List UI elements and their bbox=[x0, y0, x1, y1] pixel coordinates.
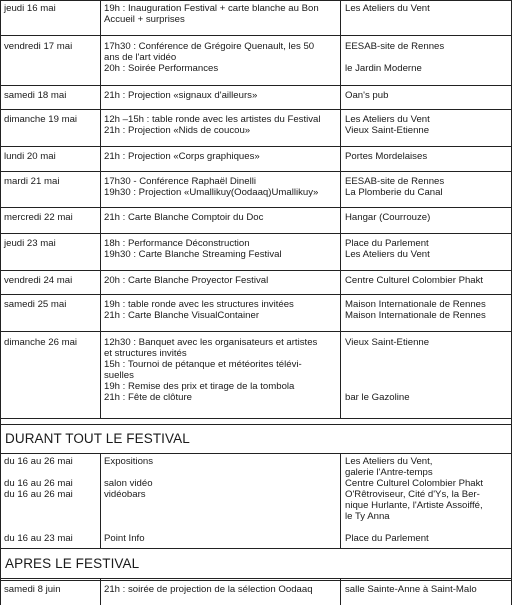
day-cell: vendredi 24 mai bbox=[4, 275, 73, 286]
event-line: Expositions bbox=[104, 456, 154, 467]
event-line: vidéobars bbox=[104, 489, 146, 500]
event-line: Point Info bbox=[104, 533, 145, 544]
place-line: bar le Gazoline bbox=[345, 392, 410, 403]
place-line: O'Rêtroviseur, Cité d'Ys, la Ber- bbox=[345, 489, 480, 500]
row-divider bbox=[0, 233, 512, 234]
place-line: le Ty Anna bbox=[345, 511, 390, 522]
event-line: 21h : Fête de clôture bbox=[104, 392, 192, 403]
row-divider bbox=[0, 294, 512, 295]
table-left-border bbox=[0, 0, 1, 605]
row-divider bbox=[0, 331, 512, 332]
apres-heading: APRES LE FESTIVAL bbox=[5, 556, 140, 571]
day-cell: mardi 21 mai bbox=[4, 176, 60, 187]
place-line: salle Sainte-Anne à Saint-Malo bbox=[345, 584, 477, 595]
day-cell: jeudi 23 mai bbox=[4, 238, 56, 249]
event-line: 19h30 : Projection «Umallikuy(Oodaaq)Umallikuy» bbox=[104, 187, 319, 198]
event-line: ans de l'art vidéo bbox=[104, 52, 177, 63]
place-line: Les Ateliers du Vent, bbox=[345, 456, 433, 467]
row-divider bbox=[0, 207, 512, 208]
row-divider bbox=[0, 548, 512, 549]
event-line: 17h30 - Conférence Raphaël Dinelli bbox=[104, 176, 256, 187]
row-divider bbox=[0, 580, 512, 581]
event-line: 12h30 : Banquet avec les organisateurs et artistes bbox=[104, 337, 318, 348]
day-cell: jeudi 16 mai bbox=[4, 3, 56, 14]
place-line: Maison Internationale de Rennes bbox=[345, 310, 486, 321]
event-line: 19h30 : Carte Blanche Streaming Festival bbox=[104, 249, 282, 260]
place-line: EESAB-site de Rennes bbox=[345, 41, 445, 52]
table-bottom-line bbox=[0, 418, 512, 419]
column-divider bbox=[100, 578, 101, 605]
event-line: 15h : Tournoi de pétanque et météorites télévi- bbox=[104, 359, 302, 370]
event-line: 21h : Projection «Nids de coucou» bbox=[104, 125, 251, 136]
place-line: Les Ateliers du Vent bbox=[345, 114, 430, 125]
column-divider bbox=[340, 0, 341, 418]
event-line: et structures invités bbox=[104, 348, 187, 359]
day-cell: dimanche 19 mai bbox=[4, 114, 78, 125]
place-line: Centre Culturel Colombier Phakt bbox=[345, 275, 484, 286]
place-line: Centre Culturel Colombier Phakt bbox=[345, 478, 484, 489]
event-line: 21h : Projection «Corps graphiques» bbox=[104, 151, 260, 162]
event-line: salon vidéo bbox=[104, 478, 153, 489]
date-range-cell: du 16 au 26 mai bbox=[4, 456, 73, 467]
day-cell: dimanche 26 mai bbox=[4, 337, 78, 348]
place-line: Les Ateliers du Vent bbox=[345, 3, 430, 14]
event-line: 21h : Carte Blanche Comptoir du Doc bbox=[104, 212, 264, 223]
event-line: 18h : Performance Déconstruction bbox=[104, 238, 250, 249]
place-line: La Plomberie du Canal bbox=[345, 187, 443, 198]
place-line: le Jardin Moderne bbox=[345, 63, 422, 74]
date-range-cell: du 16 au 26 mai bbox=[4, 478, 73, 489]
place-line: galerie l'Antre-temps bbox=[345, 467, 433, 478]
place-line: Portes Mordelaises bbox=[345, 151, 428, 162]
row-divider bbox=[0, 146, 512, 147]
row-divider bbox=[0, 424, 512, 425]
row-divider bbox=[0, 85, 512, 86]
row-divider bbox=[0, 453, 512, 454]
day-cell: mercredi 22 mai bbox=[4, 212, 73, 223]
event-line: 20h : Soirée Performances bbox=[104, 63, 219, 74]
row-divider bbox=[0, 171, 512, 172]
row-divider bbox=[0, 109, 512, 110]
place-line: Les Ateliers du Vent bbox=[345, 249, 430, 260]
event-line: 21h : Carte Blanche VisualContainer bbox=[104, 310, 260, 321]
column-divider bbox=[100, 0, 101, 418]
place-line: nique Hurlante, l'Artiste Assoiffé, bbox=[345, 500, 483, 511]
event-line: 21h : soirée de projection de la sélection Oodaaq bbox=[104, 584, 313, 595]
event-line: Accueil + surprises bbox=[104, 14, 185, 25]
event-line: 19h : table ronde avec les structures invitées bbox=[104, 299, 294, 310]
event-line: 12h –15h : table ronde avec les artistes du Festival bbox=[104, 114, 321, 125]
day-cell: lundi 20 mai bbox=[4, 151, 56, 162]
place-line: Vieux Saint-Etienne bbox=[345, 337, 430, 348]
event-line: 19h : Inauguration Festival + carte blanche au Bon bbox=[104, 3, 319, 14]
row-divider bbox=[0, 578, 512, 579]
event-line: 17h30 : Conférence de Grégoire Quenault, les 50 bbox=[104, 41, 315, 52]
column-divider bbox=[100, 453, 101, 548]
place-line: Maison Internationale de Rennes bbox=[345, 299, 486, 310]
column-divider bbox=[340, 453, 341, 548]
day-cell: samedi 8 juin bbox=[4, 584, 61, 595]
row-divider bbox=[0, 270, 512, 271]
column-divider bbox=[340, 578, 341, 605]
place-line: Hangar (Courrouze) bbox=[345, 212, 431, 223]
event-line: 20h : Carte Blanche Proyector Festival bbox=[104, 275, 269, 286]
date-range-cell: du 16 au 26 mai bbox=[4, 489, 73, 500]
day-cell: samedi 25 mai bbox=[4, 299, 67, 310]
place-line: Place du Parlement bbox=[345, 238, 429, 249]
event-line: 19h : Remise des prix et tirage de la tombola bbox=[104, 381, 295, 392]
row-divider bbox=[0, 35, 512, 36]
event-line: 21h : Projection «signaux d'ailleurs» bbox=[104, 90, 258, 101]
day-cell: vendredi 17 mai bbox=[4, 41, 73, 52]
place-line: Oan's pub bbox=[345, 90, 389, 101]
durant-heading: DURANT TOUT LE FESTIVAL bbox=[5, 431, 190, 446]
place-line: Vieux Saint-Etienne bbox=[345, 125, 430, 136]
place-line: EESAB-site de Rennes bbox=[345, 176, 445, 187]
event-line: suelles bbox=[104, 370, 134, 381]
row-divider bbox=[0, 0, 512, 1]
day-cell: samedi 18 mai bbox=[4, 90, 67, 101]
date-range-cell: du 16 au 23 mai bbox=[4, 533, 73, 544]
place-line: Place du Parlement bbox=[345, 533, 429, 544]
